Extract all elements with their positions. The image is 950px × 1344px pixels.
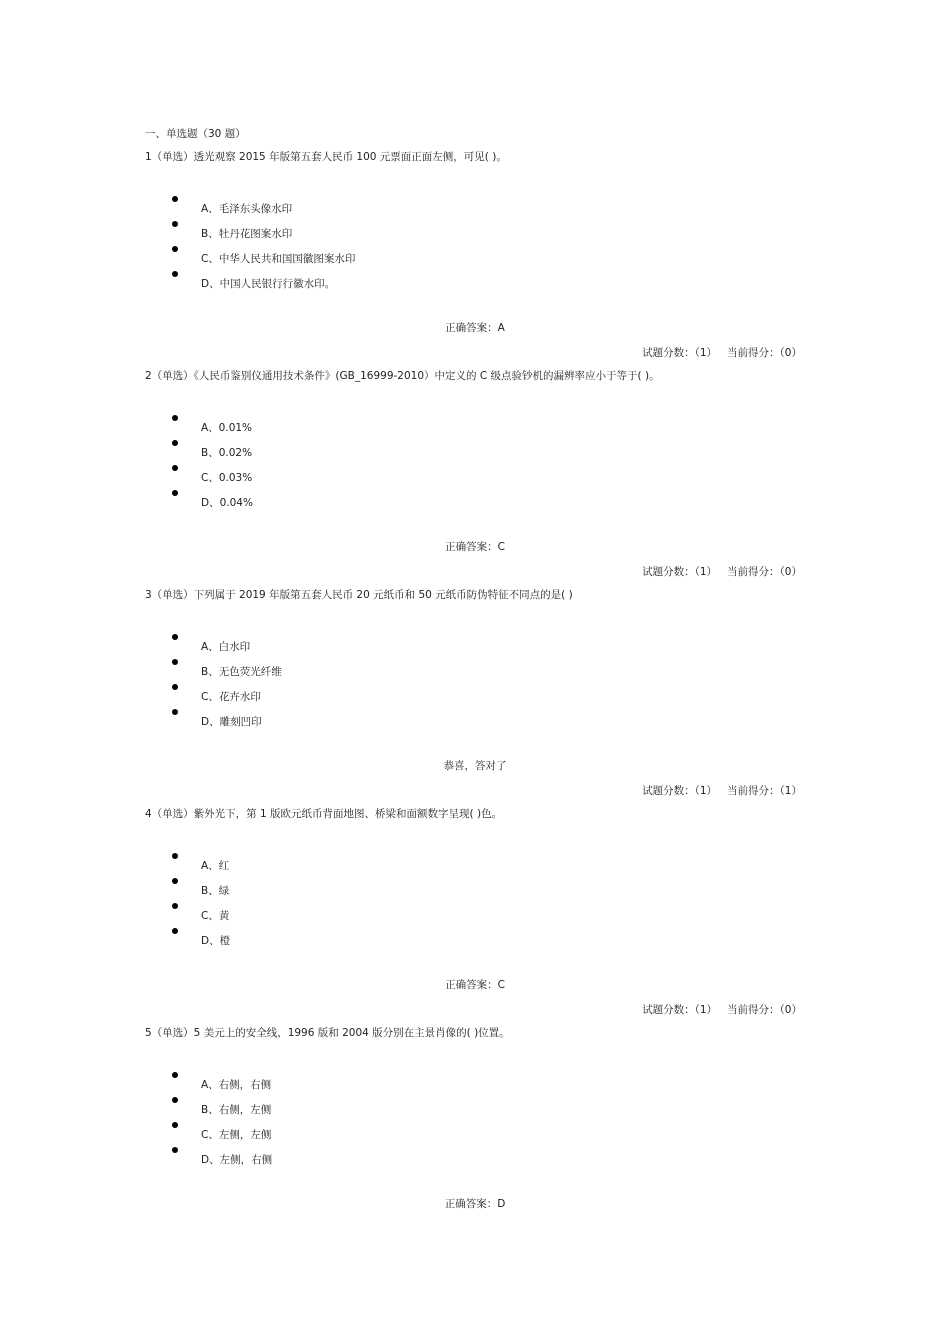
bullet-icon [172, 878, 178, 884]
answer-result: 正确答案：C [445, 979, 505, 991]
bullet-icon [172, 1072, 178, 1078]
current-score: 当前得分：（0） [727, 1004, 802, 1016]
score-line [642, 564, 802, 579]
section-title: 一、单选题（30 题） [145, 128, 246, 140]
question-3: 3（单选）下列属于 2019 年版第五套人民币 20 元纸币和 50 元纸币防伪特征不同点的是( ) A、白水印 B、无色荧光纤维 C、花卉水印 D、雕刻凹印 恭喜，答对了 试题分数：（1） 当前得分：（1） [0, 587, 950, 797]
bullet-icon [172, 196, 178, 202]
current-score: 当前得分：（0） [727, 347, 802, 359]
bullet-icon [172, 440, 178, 446]
question-score: 试题分数：（1） [642, 347, 718, 359]
bullet-icon [172, 1122, 178, 1128]
question-text: 2（单选）《人民币鉴别仪通用技术条件》(GB_16999-2010）中定义的 C 级点验钞机的漏辨率应小于等于( )。 [145, 370, 660, 382]
question-text: 1（单选）透光观察 2015 年版第五套人民币 100 元票面正面左侧，可见( )。 [145, 151, 507, 163]
bullet-icon [172, 1097, 178, 1103]
current-score: 当前得分：（1） [727, 785, 802, 797]
bullet-icon [172, 271, 178, 277]
bullet-icon [172, 221, 178, 227]
answer-result: 恭喜，答对了 [443, 760, 507, 772]
question-5: 5（单选）5 美元上的安全线，1996 版和 2004 版分别在主景肖像的( )位置。 A、右侧，右侧 B、右侧，左侧 C、左侧，左侧 D、左侧，右侧 正确答案：D [0, 1025, 950, 1235]
bullet-icon [172, 490, 178, 496]
bullet-icon [172, 903, 178, 909]
bullet-icon [172, 709, 178, 715]
question-score: 试题分数：（1） [642, 1004, 718, 1016]
question-score: 试题分数：（1） [642, 566, 718, 578]
bullet-icon [172, 853, 178, 859]
score-line [642, 345, 802, 360]
question-text: 5（单选）5 美元上的安全线，1996 版和 2004 版分别在主景肖像的( )位置。 [145, 1027, 510, 1039]
bullet-icon [172, 246, 178, 252]
score-line [642, 783, 802, 798]
bullet-icon [172, 659, 178, 665]
bullet-icon [172, 1147, 178, 1153]
question-text: 4（单选）紫外光下，第 1 版欧元纸币背面地图、桥梁和面额数字呈现( )色。 [145, 808, 503, 820]
bullet-icon [172, 634, 178, 640]
score-line [642, 1002, 802, 1017]
question-2: 2（单选）《人民币鉴别仪通用技术条件》(GB_16999-2010）中定义的 C 级点验钞机的漏辨率应小于等于( )。 A、0.01% B、0.02% C、0.03% D、0.04% 正确答案：C 试题分数：（1） 当前得分：（0） [0, 368, 950, 578]
question-score: 试题分数：（1） [642, 785, 718, 797]
question-4: 4（单选）紫外光下，第 1 版欧元纸币背面地图、桥梁和面额数字呈现( )色。 A、红 B、绿 C、黄 D、橙 正确答案：C 试题分数：（1） 当前得分：（0） [0, 806, 950, 1016]
answer-result: 正确答案：D [444, 1198, 506, 1210]
bullet-icon [172, 415, 178, 421]
answer-result: 正确答案：A [445, 322, 505, 334]
answer-result: 正确答案：C [445, 541, 505, 553]
bullet-icon [172, 928, 178, 934]
question-1: 1（单选）透光观察 2015 年版第五套人民币 100 元票面正面左侧，可见( )。 A、毛泽东头像水印 B、牡丹花图案水印 C、中华人民共和国国徽图案水印 D、中国人民银行行徽水印。 正确答案：A 试题分数：（1） 当前得分：（0） [0, 149, 950, 359]
question-text: 3（单选）下列属于 2019 年版第五套人民币 20 元纸币和 50 元纸币防伪特征不同点的是( ) [145, 589, 573, 601]
bullet-icon [172, 465, 178, 471]
bullet-icon [172, 684, 178, 690]
current-score: 当前得分：（0） [727, 566, 802, 578]
